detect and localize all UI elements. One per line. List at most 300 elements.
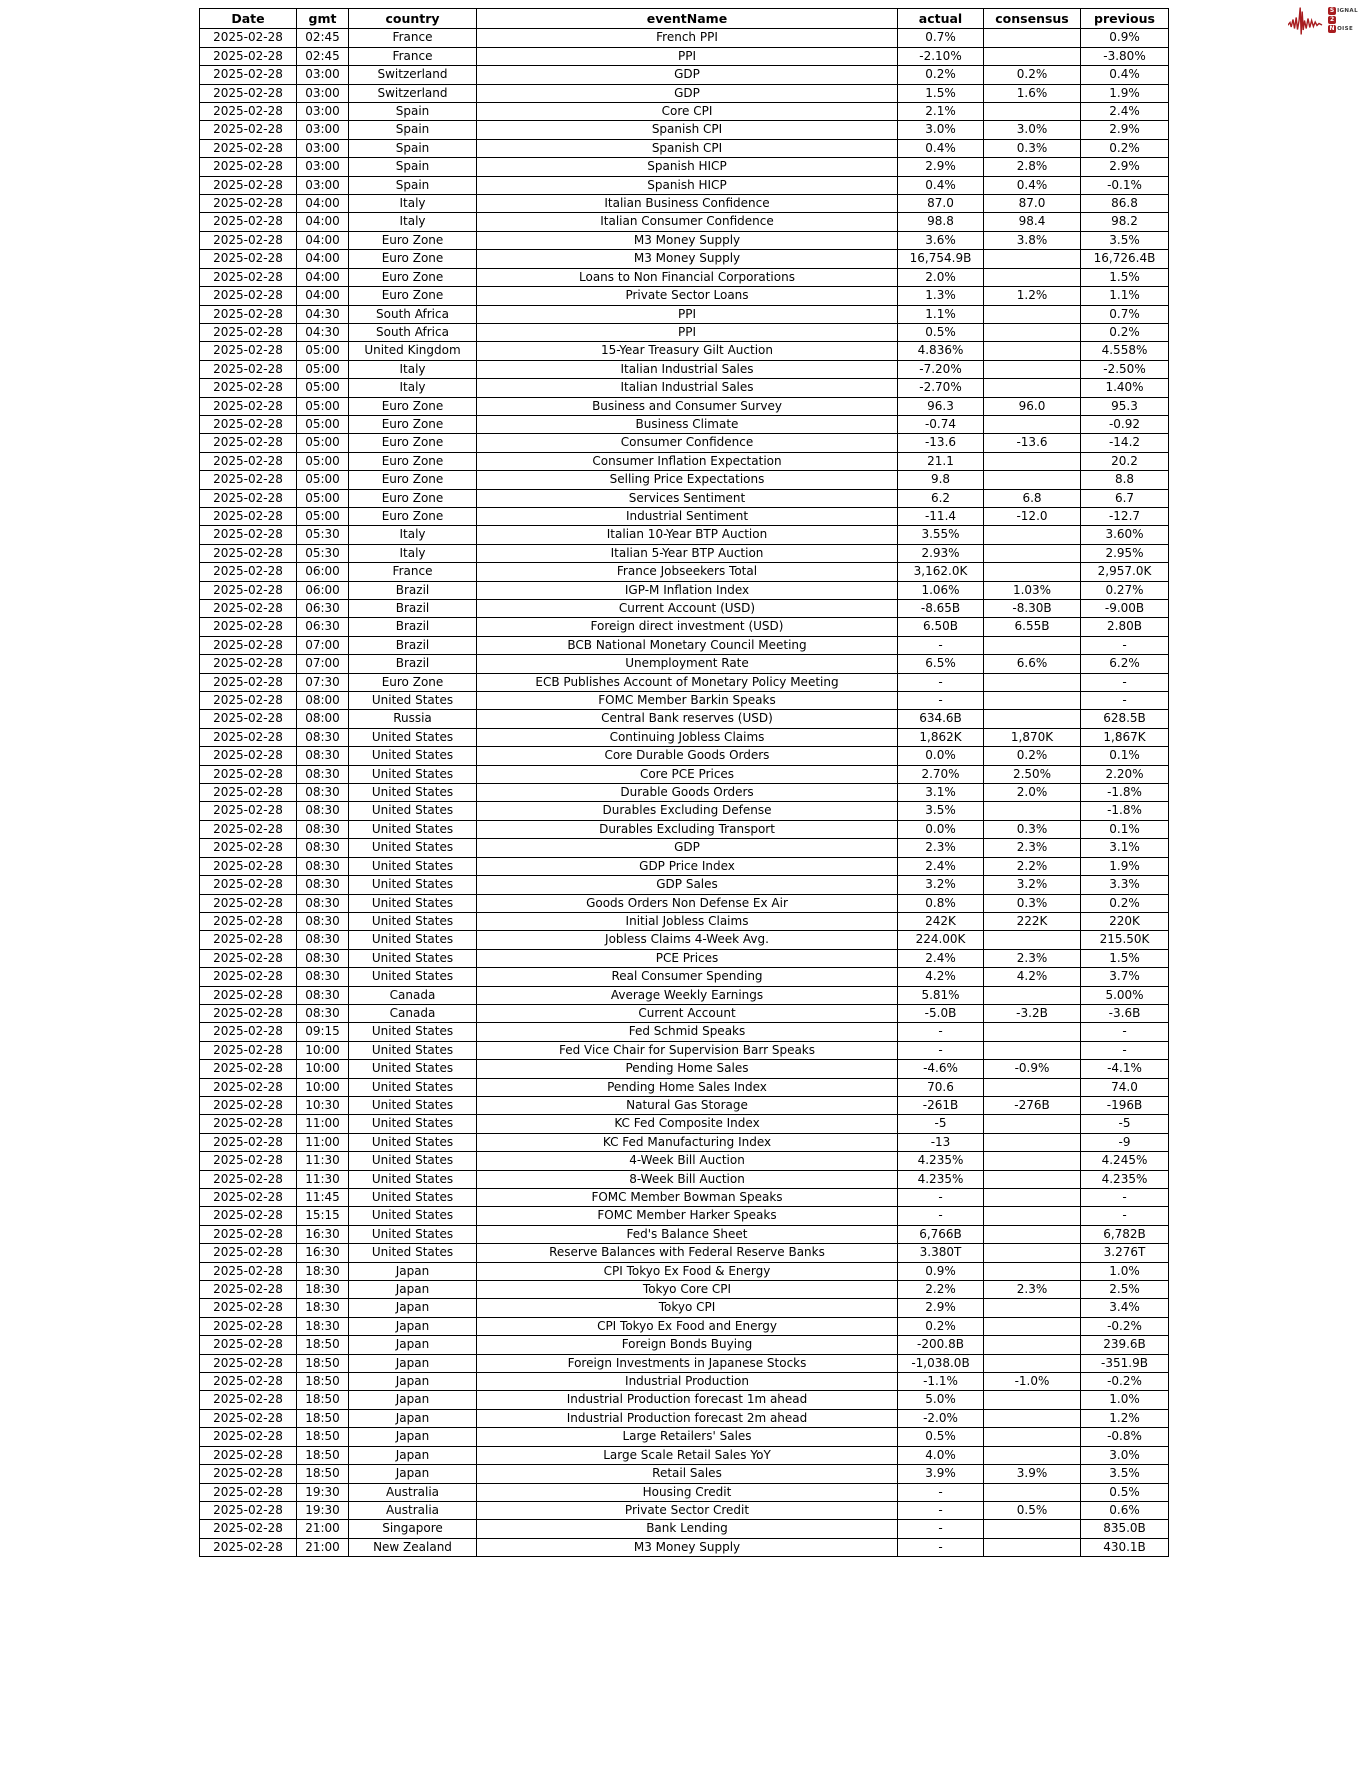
consensus-cell [984,305,1081,323]
event-name-cell: M3 Money Supply [477,231,898,249]
previous-cell: 0.6% [1081,1501,1169,1519]
table-row [200,139,1169,157]
consensus-cell: 4.2% [984,968,1081,986]
consensus-cell: -3.2B [984,1004,1081,1022]
date-cell: 2025-02-28 [200,287,297,305]
table-row [200,434,1169,452]
actual-cell: 6,766B [898,1225,984,1243]
country-cell: United States [349,857,477,875]
previous-cell: 16,726.4B [1081,250,1169,268]
country-cell: Euro Zone [349,507,477,525]
table-row [200,305,1169,323]
previous-cell: 98.2 [1081,213,1169,231]
previous-cell: 3.276T [1081,1244,1169,1262]
date-cell: 2025-02-28 [200,268,297,286]
event-name-cell: Reserve Balances with Federal Reserve Banks [477,1244,898,1262]
country-cell: Italy [349,544,477,562]
consensus-cell: 3.9% [984,1465,1081,1483]
date-cell: 2025-02-28 [200,1520,297,1538]
date-cell: 2025-02-28 [200,1133,297,1151]
table-row [200,544,1169,562]
logo-wordmark [1328,7,1358,33]
consensus-cell [984,1483,1081,1501]
previous-cell: 3.5% [1081,231,1169,249]
event-name-cell: Spanish CPI [477,121,898,139]
consensus-cell: 2.3% [984,839,1081,857]
consensus-cell [984,1207,1081,1225]
country-cell: Euro Zone [349,268,477,286]
gmt-cell: 04:00 [297,268,349,286]
country-cell: Switzerland [349,84,477,102]
consensus-cell [984,802,1081,820]
actual-cell: 1.1% [898,305,984,323]
actual-cell: 0.8% [898,894,984,912]
previous-cell: 0.5% [1081,1483,1169,1501]
country-cell: Brazil [349,581,477,599]
country-cell: Italy [349,213,477,231]
consensus-cell: -12.0 [984,507,1081,525]
actual-cell: - [898,673,984,691]
column-header-eventname: eventName [477,9,898,29]
country-cell: Spain [349,139,477,157]
event-name-cell: FOMC Member Harker Speaks [477,1207,898,1225]
event-name-cell: Pending Home Sales Index [477,1078,898,1096]
table-row [200,1244,1169,1262]
gmt-cell: 04:00 [297,250,349,268]
event-name-cell: Large Retailers' Sales [477,1428,898,1446]
event-name-cell: KC Fed Composite Index [477,1115,898,1133]
country-cell: Japan [349,1465,477,1483]
consensus-cell [984,250,1081,268]
event-name-cell: Loans to Non Financial Corporations [477,268,898,286]
table-row [200,231,1169,249]
consensus-cell [984,1244,1081,1262]
previous-cell: 2.9% [1081,158,1169,176]
country-cell: Euro Zone [349,287,477,305]
date-cell: 2025-02-28 [200,581,297,599]
gmt-cell: 03:00 [297,158,349,176]
consensus-cell: 2.3% [984,949,1081,967]
consensus-cell [984,1041,1081,1059]
actual-cell: 2.4% [898,949,984,967]
actual-cell: 16,754.9B [898,250,984,268]
gmt-cell: 18:30 [297,1299,349,1317]
event-name-cell: Jobless Claims 4-Week Avg. [477,931,898,949]
gmt-cell: 04:00 [297,195,349,213]
actual-cell: 70.6 [898,1078,984,1096]
previous-cell: 1.2% [1081,1409,1169,1427]
country-cell: France [349,47,477,65]
gmt-cell: 18:50 [297,1373,349,1391]
gmt-cell: 19:30 [297,1483,349,1501]
table-row [200,268,1169,286]
event-name-cell: Fed's Balance Sheet [477,1225,898,1243]
consensus-cell [984,1299,1081,1317]
actual-cell: 5.81% [898,986,984,1004]
event-name-cell: CPI Tokyo Ex Food and Energy [477,1317,898,1335]
gmt-cell: 18:50 [297,1336,349,1354]
actual-cell: 4.2% [898,968,984,986]
actual-cell: 6.5% [898,655,984,673]
date-cell: 2025-02-28 [200,1391,297,1409]
event-name-cell: GDP [477,66,898,84]
actual-cell: 3,162.0K [898,563,984,581]
column-header-consensus: consensus [984,9,1081,29]
gmt-cell: 04:00 [297,287,349,305]
date-cell: 2025-02-28 [200,452,297,470]
actual-cell: - [898,636,984,654]
date-cell: 2025-02-28 [200,728,297,746]
date-cell: 2025-02-28 [200,1538,297,1556]
table-row [200,1004,1169,1022]
event-name-cell: Italian Industrial Sales [477,360,898,378]
actual-cell: -13.6 [898,434,984,452]
actual-cell: 96.3 [898,397,984,415]
actual-cell: 1.06% [898,581,984,599]
date-cell: 2025-02-28 [200,342,297,360]
country-cell: United States [349,1096,477,1114]
consensus-cell [984,673,1081,691]
logo-badge-s: S [1329,7,1335,14]
actual-cell: - [898,1189,984,1207]
previous-cell: - [1081,1189,1169,1207]
consensus-cell [984,710,1081,728]
country-cell: United States [349,894,477,912]
previous-cell: -1.8% [1081,784,1169,802]
table-row [200,489,1169,507]
table-row [200,931,1169,949]
date-cell: 2025-02-28 [200,1004,297,1022]
table-row [200,342,1169,360]
actual-cell: -261B [898,1096,984,1114]
previous-cell: -12.7 [1081,507,1169,525]
table-row [200,1336,1169,1354]
previous-cell: 8.8 [1081,471,1169,489]
previous-cell: 3.3% [1081,876,1169,894]
country-cell: United States [349,1023,477,1041]
consensus-cell [984,1354,1081,1372]
consensus-cell: 2.0% [984,784,1081,802]
table-row [200,747,1169,765]
gmt-cell: 08:30 [297,857,349,875]
event-name-cell: Real Consumer Spending [477,968,898,986]
actual-cell: 2.9% [898,1299,984,1317]
actual-cell: 1.5% [898,84,984,102]
gmt-cell: 03:00 [297,121,349,139]
date-cell: 2025-02-28 [200,66,297,84]
gmt-cell: 16:30 [297,1244,349,1262]
gmt-cell: 02:45 [297,47,349,65]
consensus-cell [984,526,1081,544]
country-cell: Japan [349,1446,477,1464]
table-row [200,1354,1169,1372]
gmt-cell: 03:00 [297,103,349,121]
event-name-cell: Goods Orders Non Defense Ex Air [477,894,898,912]
event-name-cell: GDP Sales [477,876,898,894]
date-cell: 2025-02-28 [200,784,297,802]
country-cell: Japan [349,1354,477,1372]
consensus-cell [984,1520,1081,1538]
country-cell: South Africa [349,323,477,341]
actual-cell: 6.50B [898,618,984,636]
actual-cell: 3.2% [898,876,984,894]
consensus-cell [984,1225,1081,1243]
previous-cell: -351.9B [1081,1354,1169,1372]
event-name-cell: Housing Credit [477,1483,898,1501]
actual-cell: 242K [898,912,984,930]
date-cell: 2025-02-28 [200,176,297,194]
country-cell: Euro Zone [349,471,477,489]
table-row [200,1428,1169,1446]
consensus-cell [984,544,1081,562]
previous-cell: 0.1% [1081,747,1169,765]
event-name-cell: Tokyo CPI [477,1299,898,1317]
previous-cell: 220K [1081,912,1169,930]
consensus-cell [984,1409,1081,1427]
table-row [200,158,1169,176]
actual-cell: 634.6B [898,710,984,728]
gmt-cell: 10:30 [297,1096,349,1114]
gmt-cell: 03:00 [297,139,349,157]
table-row [200,857,1169,875]
consensus-cell: 6.55B [984,618,1081,636]
consensus-cell: 0.3% [984,820,1081,838]
previous-cell: 215.50K [1081,931,1169,949]
previous-cell: 3.5% [1081,1465,1169,1483]
date-cell: 2025-02-28 [200,839,297,857]
gmt-cell: 21:00 [297,1538,349,1556]
previous-cell: 1.5% [1081,268,1169,286]
date-cell: 2025-02-28 [200,213,297,231]
consensus-cell [984,415,1081,433]
date-cell: 2025-02-28 [200,305,297,323]
event-name-cell: M3 Money Supply [477,1538,898,1556]
date-cell: 2025-02-28 [200,544,297,562]
date-cell: 2025-02-28 [200,29,297,47]
actual-cell: - [898,692,984,710]
actual-cell: 2.9% [898,158,984,176]
gmt-cell: 19:30 [297,1501,349,1519]
country-cell: Euro Zone [349,415,477,433]
consensus-cell [984,342,1081,360]
country-cell: United States [349,968,477,986]
table-row [200,563,1169,581]
event-name-cell: Durables Excluding Defense [477,802,898,820]
country-cell: United States [349,1078,477,1096]
consensus-cell [984,1446,1081,1464]
table-row [200,1501,1169,1519]
country-cell: Japan [349,1391,477,1409]
table-row [200,84,1169,102]
consensus-cell [984,452,1081,470]
country-cell: Japan [349,1299,477,1317]
table-row [200,379,1169,397]
actual-cell: 2.4% [898,857,984,875]
date-cell: 2025-02-28 [200,1244,297,1262]
date-cell: 2025-02-28 [200,1060,297,1078]
table-row [200,103,1169,121]
previous-cell: 1.1% [1081,287,1169,305]
table-row [200,839,1169,857]
previous-cell: 1.5% [1081,949,1169,967]
country-cell: Japan [349,1373,477,1391]
gmt-cell: 05:00 [297,397,349,415]
country-cell: Euro Zone [349,434,477,452]
table-row [200,1446,1169,1464]
actual-cell: 0.2% [898,66,984,84]
gmt-cell: 18:50 [297,1446,349,1464]
consensus-cell [984,1189,1081,1207]
country-cell: Japan [349,1262,477,1280]
table-row [200,784,1169,802]
table-row [200,360,1169,378]
event-name-cell: Natural Gas Storage [477,1096,898,1114]
gmt-cell: 08:30 [297,986,349,1004]
date-cell: 2025-02-28 [200,195,297,213]
actual-cell: -4.6% [898,1060,984,1078]
country-cell: Euro Zone [349,452,477,470]
consensus-cell [984,1317,1081,1335]
date-cell: 2025-02-28 [200,636,297,654]
gmt-cell: 05:00 [297,360,349,378]
event-name-cell: Central Bank reserves (USD) [477,710,898,728]
country-cell: Russia [349,710,477,728]
event-name-cell: PCE Prices [477,949,898,967]
date-cell: 2025-02-28 [200,1317,297,1335]
event-name-cell: Large Scale Retail Sales YoY [477,1446,898,1464]
gmt-cell: 05:30 [297,526,349,544]
consensus-cell [984,360,1081,378]
consensus-cell: 0.4% [984,176,1081,194]
event-name-cell: Core PCE Prices [477,765,898,783]
country-cell: Switzerland [349,66,477,84]
date-cell: 2025-02-28 [200,434,297,452]
actual-cell: 3.6% [898,231,984,249]
gmt-cell: 08:30 [297,802,349,820]
column-header-actual: actual [898,9,984,29]
table-row [200,1133,1169,1151]
date-cell: 2025-02-28 [200,1023,297,1041]
table-row [200,1207,1169,1225]
table-row [200,452,1169,470]
date-cell: 2025-02-28 [200,471,297,489]
date-cell: 2025-02-28 [200,1170,297,1188]
date-cell: 2025-02-28 [200,1409,297,1427]
country-cell: Euro Zone [349,673,477,691]
date-cell: 2025-02-28 [200,820,297,838]
gmt-cell: 05:00 [297,342,349,360]
event-name-cell: France Jobseekers Total [477,563,898,581]
previous-cell: - [1081,1041,1169,1059]
consensus-cell: 0.3% [984,894,1081,912]
date-cell: 2025-02-28 [200,507,297,525]
date-cell: 2025-02-28 [200,397,297,415]
table-row [200,213,1169,231]
gmt-cell: 18:50 [297,1465,349,1483]
table-row [200,802,1169,820]
date-cell: 2025-02-28 [200,968,297,986]
table-row [200,176,1169,194]
date-cell: 2025-02-28 [200,121,297,139]
previous-cell: 1.0% [1081,1262,1169,1280]
country-cell: New Zealand [349,1538,477,1556]
actual-cell: 2.70% [898,765,984,783]
gmt-cell: 08:30 [297,839,349,857]
consensus-cell: 1,870K [984,728,1081,746]
actual-cell: 1.3% [898,287,984,305]
gmt-cell: 05:00 [297,415,349,433]
event-name-cell: Consumer Confidence [477,434,898,452]
country-cell: United States [349,802,477,820]
country-cell: Italy [349,526,477,544]
gmt-cell: 05:00 [297,507,349,525]
previous-cell: - [1081,673,1169,691]
table-row [200,1465,1169,1483]
country-cell: France [349,563,477,581]
consensus-cell: -13.6 [984,434,1081,452]
event-name-cell: Business and Consumer Survey [477,397,898,415]
country-cell: United States [349,1170,477,1188]
date-cell: 2025-02-28 [200,1225,297,1243]
previous-cell: 2.95% [1081,544,1169,562]
column-header-date: Date [200,9,297,29]
table-row [200,1483,1169,1501]
gmt-cell: 03:00 [297,176,349,194]
previous-cell: 2.20% [1081,765,1169,783]
table-row [200,876,1169,894]
table-header [200,9,1169,29]
country-cell: United States [349,765,477,783]
gmt-cell: 08:30 [297,894,349,912]
date-cell: 2025-02-28 [200,692,297,710]
country-cell: United States [349,747,477,765]
country-cell: Italy [349,360,477,378]
consensus-cell [984,379,1081,397]
gmt-cell: 05:00 [297,379,349,397]
gmt-cell: 16:30 [297,1225,349,1243]
actual-cell: -2.70% [898,379,984,397]
table-row [200,507,1169,525]
header-row [200,9,1169,29]
gmt-cell: 08:30 [297,765,349,783]
actual-cell: 4.0% [898,1446,984,1464]
event-name-cell: Italian Industrial Sales [477,379,898,397]
date-cell: 2025-02-28 [200,1354,297,1372]
date-cell: 2025-02-28 [200,47,297,65]
table-row [200,1152,1169,1170]
gmt-cell: 04:30 [297,305,349,323]
date-cell: 2025-02-28 [200,600,297,618]
country-cell: Euro Zone [349,231,477,249]
previous-cell: -0.2% [1081,1373,1169,1391]
event-name-cell: GDP Price Index [477,857,898,875]
consensus-cell [984,692,1081,710]
actual-cell: -5.0B [898,1004,984,1022]
country-cell: United States [349,1225,477,1243]
table-row [200,471,1169,489]
date-cell: 2025-02-28 [200,158,297,176]
date-cell: 2025-02-28 [200,563,297,581]
gmt-cell: 08:00 [297,692,349,710]
date-cell: 2025-02-28 [200,1096,297,1114]
previous-cell: - [1081,692,1169,710]
table-row [200,287,1169,305]
consensus-cell [984,1115,1081,1133]
previous-cell: 4.558% [1081,342,1169,360]
gmt-cell: 18:50 [297,1428,349,1446]
previous-cell: -2.50% [1081,360,1169,378]
table-row [200,1078,1169,1096]
